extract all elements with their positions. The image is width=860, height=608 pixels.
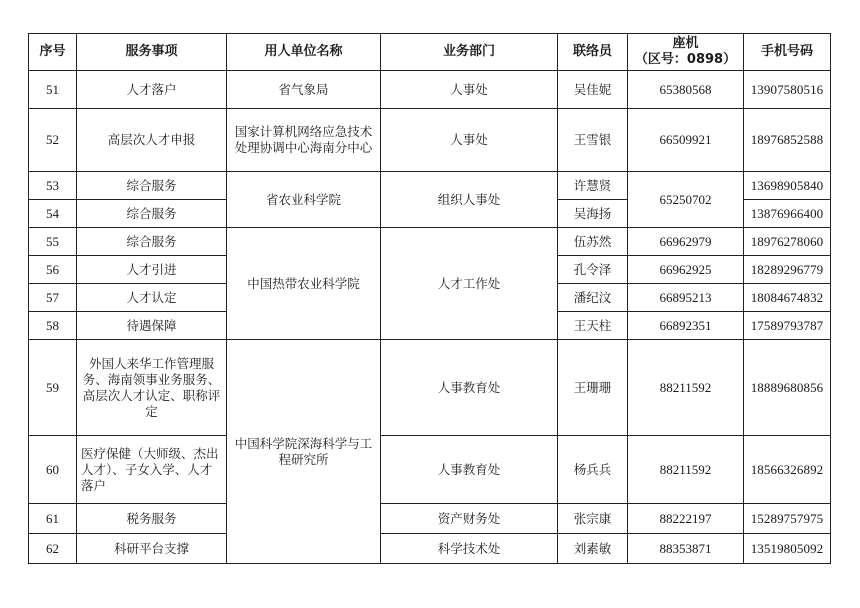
- cell-mobile: 18289296779: [744, 256, 831, 284]
- cell-mobile: 17589793787: [744, 312, 831, 340]
- header-no: 序号: [29, 34, 77, 71]
- cell-no: 58: [29, 312, 77, 340]
- cell-contact: 吴佳妮: [558, 71, 628, 109]
- cell-service: 综合服务: [77, 200, 227, 228]
- cell-service: 人才引进: [77, 256, 227, 284]
- contact-table: [28, 33, 831, 564]
- cell-contact: 许慧贤: [558, 172, 628, 200]
- cell-no: 62: [29, 534, 77, 564]
- cell-no: 59: [29, 340, 77, 436]
- cell-service: 人才认定: [77, 284, 227, 312]
- header-dept: 业务部门: [381, 34, 558, 71]
- cell-service: 综合服务: [77, 172, 227, 200]
- cell-contact: 王雪银: [558, 109, 628, 172]
- cell-no: 57: [29, 284, 77, 312]
- cell-contact: 吴海扬: [558, 200, 628, 228]
- cell-no: 60: [29, 436, 77, 504]
- cell-contact: 潘纪汶: [558, 284, 628, 312]
- cell-contact: 杨兵兵: [558, 436, 628, 504]
- cell-mobile: 18976852588: [744, 109, 831, 172]
- cell-service: 待遇保障: [77, 312, 227, 340]
- cell-contact: 王天柱: [558, 312, 628, 340]
- cell-contact: 伍苏然: [558, 228, 628, 256]
- cell-mobile: 13519805092: [744, 534, 831, 564]
- cell-service: 人才落户: [77, 71, 227, 109]
- cell-unit: 中国热带农业科学院: [227, 228, 381, 340]
- cell-landline: 88353871: [628, 534, 744, 564]
- table-row: [29, 109, 831, 172]
- cell-service: 外国人来华工作管理服务、海南领事业务服务、高层次人才认定、职称评定: [77, 340, 227, 436]
- cell-landline: 66895213: [628, 284, 744, 312]
- cell-dept: 科学技术处: [381, 534, 558, 564]
- header-landline-line2: （区号：0898）: [634, 52, 737, 67]
- cell-dept: 组织人事处: [381, 172, 558, 228]
- cell-landline: 66962925: [628, 256, 744, 284]
- table-row: [29, 71, 831, 109]
- cell-mobile: 18084674832: [744, 284, 831, 312]
- cell-service: 高层次人才申报: [77, 109, 227, 172]
- cell-no: 53: [29, 172, 77, 200]
- table-row: [29, 172, 831, 200]
- header-unit: 用人单位名称: [227, 34, 381, 71]
- cell-landline: 66962979: [628, 228, 744, 256]
- cell-mobile: 18566326892: [744, 436, 831, 504]
- cell-landline: 66892351: [628, 312, 744, 340]
- cell-dept: 人才工作处: [381, 228, 558, 340]
- header-service: 服务事项: [77, 34, 227, 71]
- cell-mobile: 13876966400: [744, 200, 831, 228]
- cell-no: 56: [29, 256, 77, 284]
- cell-mobile: 18976278060: [744, 228, 831, 256]
- cell-dept: 人事处: [381, 109, 558, 172]
- cell-landline: 66509921: [628, 109, 744, 172]
- cell-dept: 人事教育处: [381, 436, 558, 504]
- cell-dept: 人事处: [381, 71, 558, 109]
- cell-no: 61: [29, 504, 77, 534]
- cell-unit: 省农业科学院: [227, 172, 381, 228]
- cell-no: 54: [29, 200, 77, 228]
- cell-unit: 中国科学院深海科学与工程研究所: [227, 340, 381, 564]
- cell-contact: 刘素敏: [558, 534, 628, 564]
- table-header-row: [29, 34, 831, 71]
- cell-mobile: 13698905840: [744, 172, 831, 200]
- cell-contact: 王珊珊: [558, 340, 628, 436]
- header-contact: 联络员: [558, 34, 628, 71]
- table-row: [29, 340, 831, 436]
- table-row: [29, 436, 831, 504]
- table-row: [29, 228, 831, 256]
- cell-no: 52: [29, 109, 77, 172]
- cell-service: 税务服务: [77, 504, 227, 534]
- header-landline-line1: 座机: [672, 36, 699, 51]
- cell-landline: 88211592: [628, 340, 744, 436]
- cell-mobile: 18889680856: [744, 340, 831, 436]
- header-landline: [628, 34, 744, 71]
- cell-mobile: 13907580516: [744, 71, 831, 109]
- cell-landline: 88211592: [628, 436, 744, 504]
- table-row: [29, 504, 831, 534]
- cell-dept: 人事教育处: [381, 340, 558, 436]
- cell-landline: 65380568: [628, 71, 744, 109]
- cell-service: 综合服务: [77, 228, 227, 256]
- cell-service: 医疗保健（大师级、杰出人才）、子女入学、人才落户: [77, 436, 227, 504]
- cell-mobile: 15289757975: [744, 504, 831, 534]
- cell-landline: 88222197: [628, 504, 744, 534]
- cell-dept: 资产财务处: [381, 504, 558, 534]
- table-row: [29, 534, 831, 564]
- header-mobile: 手机号码: [744, 34, 831, 71]
- cell-no: 51: [29, 71, 77, 109]
- cell-no: 55: [29, 228, 77, 256]
- cell-unit: 省气象局: [227, 71, 381, 109]
- cell-service: 科研平台支撑: [77, 534, 227, 564]
- cell-contact: 张宗康: [558, 504, 628, 534]
- cell-contact: 孔令泽: [558, 256, 628, 284]
- cell-unit: 国家计算机网络应急技术处理协调中心海南分中心: [227, 109, 381, 172]
- cell-landline: 65250702: [628, 172, 744, 228]
